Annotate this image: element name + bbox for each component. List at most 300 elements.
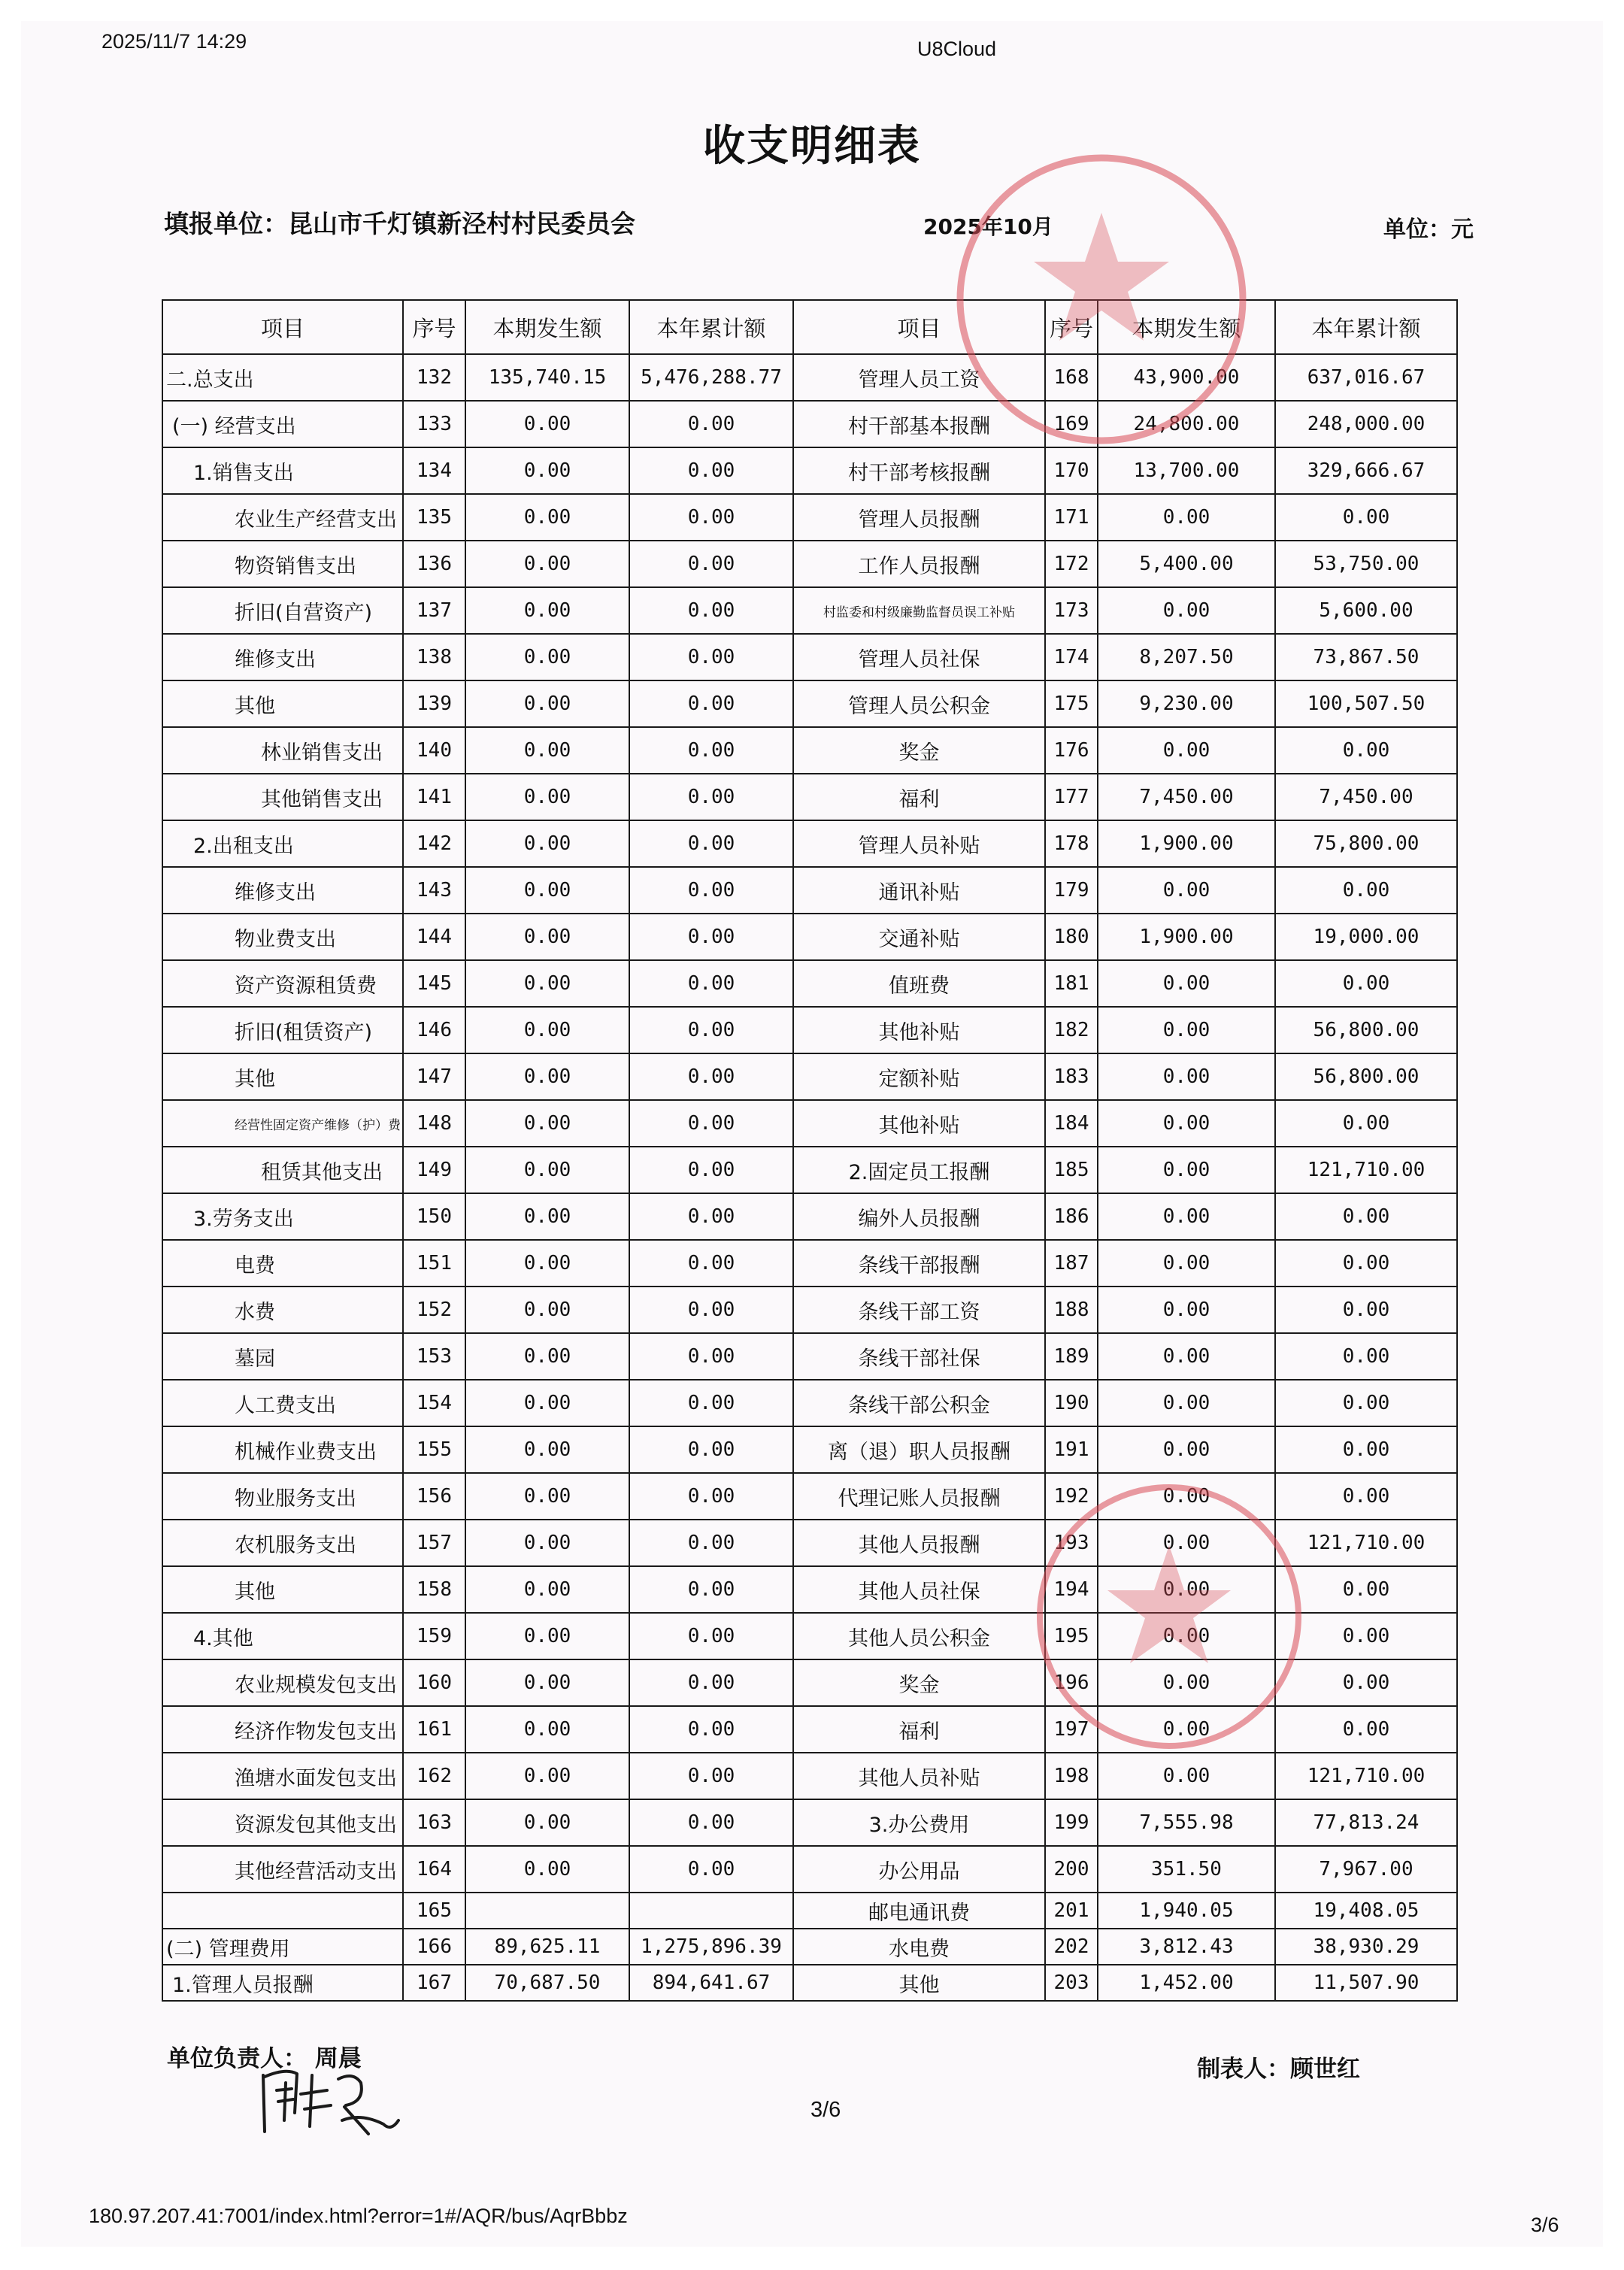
left-ytd-amount: 0.00 [629, 1846, 793, 1893]
left-seq-no: 146 [403, 1007, 465, 1053]
left-current-amount: 0.00 [465, 587, 629, 634]
left-ytd-amount: 0.00 [629, 774, 793, 820]
left-seq-no: 154 [403, 1380, 465, 1426]
right-ytd-amount: 5,600.00 [1275, 587, 1457, 634]
right-item: 交通补贴 [793, 914, 1045, 960]
right-item: 3.办公费用 [793, 1799, 1045, 1846]
left-seq-no: 156 [403, 1473, 465, 1520]
right-seq-no: 183 [1045, 1053, 1098, 1100]
left-current-amount: 0.00 [465, 774, 629, 820]
right-current-amount: 13,700.00 [1098, 447, 1275, 494]
left-ytd-amount: 0.00 [629, 1007, 793, 1053]
left-current-amount: 0.00 [465, 1566, 629, 1613]
col-header-item-right: 项目 [793, 300, 1045, 354]
right-ytd-amount: 38,930.29 [1275, 1929, 1457, 1965]
left-ytd-amount: 1,275,896.39 [629, 1929, 793, 1965]
right-ytd-amount: 100,507.50 [1275, 680, 1457, 727]
left-item: 经济作物发包支出 [162, 1706, 403, 1753]
left-seq-no: 150 [403, 1193, 465, 1240]
right-ytd-amount: 56,800.00 [1275, 1053, 1457, 1100]
right-seq-no: 192 [1045, 1473, 1098, 1520]
table-row [162, 1147, 1457, 1193]
right-current-amount: 7,450.00 [1098, 774, 1275, 820]
left-current-amount: 0.00 [465, 1193, 629, 1240]
right-ytd-amount: 121,710.00 [1275, 1520, 1457, 1566]
right-current-amount: 1,452.00 [1098, 1965, 1275, 2001]
left-ytd-amount: 0.00 [629, 447, 793, 494]
left-seq-no: 157 [403, 1520, 465, 1566]
table-row [162, 401, 1457, 447]
table-row [162, 1520, 1457, 1566]
left-ytd-amount: 0.00 [629, 1753, 793, 1799]
right-seq-no: 181 [1045, 960, 1098, 1007]
right-ytd-amount: 19,408.05 [1275, 1893, 1457, 1929]
right-current-amount: 0.00 [1098, 1007, 1275, 1053]
table-row [162, 1240, 1457, 1287]
left-ytd-amount: 0.00 [629, 867, 793, 914]
print-datetime: 2025/11/7 14:29 [102, 30, 247, 53]
table-row [162, 587, 1457, 634]
table-row [162, 1753, 1457, 1799]
left-seq-no: 134 [403, 447, 465, 494]
table-row [162, 1893, 1457, 1929]
right-seq-no: 190 [1045, 1380, 1098, 1426]
left-seq-no: 132 [403, 354, 465, 401]
right-item: 其他人员公积金 [793, 1613, 1045, 1659]
right-seq-no: 187 [1045, 1240, 1098, 1287]
left-current-amount: 0.00 [465, 541, 629, 587]
table-row [162, 1706, 1457, 1753]
right-seq-no: 191 [1045, 1426, 1098, 1473]
right-ytd-amount: 0.00 [1275, 1613, 1457, 1659]
left-ytd-amount: 0.00 [629, 1193, 793, 1240]
right-current-amount: 1,900.00 [1098, 914, 1275, 960]
left-current-amount: 0.00 [465, 1613, 629, 1659]
col-header-current-right: 本期发生额 [1098, 300, 1275, 354]
right-item: 管理人员补贴 [793, 820, 1045, 867]
right-current-amount: 0.00 [1098, 1520, 1275, 1566]
right-current-amount: 0.00 [1098, 960, 1275, 1007]
left-current-amount: 0.00 [465, 960, 629, 1007]
col-header-no-right: 序号 [1045, 300, 1098, 354]
right-current-amount: 0.00 [1098, 1753, 1275, 1799]
right-seq-no: 178 [1045, 820, 1098, 867]
left-seq-no: 133 [403, 401, 465, 447]
left-item: 1.管理人员报酬 [162, 1965, 403, 2001]
right-item: 福利 [793, 1706, 1045, 1753]
table-row [162, 1100, 1457, 1147]
left-item: 经营性固定资产维修（护）费 [162, 1100, 403, 1147]
reporting-unit: 填报单位：昆山市千灯镇新泾村村民委员会 [164, 209, 635, 238]
right-item: 其他人员补贴 [793, 1753, 1045, 1799]
right-seq-no: 199 [1045, 1799, 1098, 1846]
right-seq-no: 193 [1045, 1520, 1098, 1566]
right-current-amount: 0.00 [1098, 1100, 1275, 1147]
left-item: 林业销售支出 [162, 727, 403, 774]
left-seq-no: 149 [403, 1147, 465, 1193]
right-item: 代理记账人员报酬 [793, 1473, 1045, 1520]
right-current-amount: 24,800.00 [1098, 401, 1275, 447]
right-ytd-amount: 0.00 [1275, 1287, 1457, 1333]
left-item: 物业服务支出 [162, 1473, 403, 1520]
right-item: 条线干部社保 [793, 1333, 1045, 1380]
left-ytd-amount: 0.00 [629, 727, 793, 774]
right-current-amount: 43,900.00 [1098, 354, 1275, 401]
right-current-amount: 0.00 [1098, 867, 1275, 914]
right-seq-no: 185 [1045, 1147, 1098, 1193]
table-row [162, 1613, 1457, 1659]
left-seq-no: 164 [403, 1846, 465, 1893]
left-item: 3.劳务支出 [162, 1193, 403, 1240]
left-current-amount [465, 1893, 629, 1929]
left-ytd-amount: 0.00 [629, 634, 793, 680]
col-header-ytd-right: 本年累计额 [1275, 300, 1457, 354]
left-ytd-amount: 0.00 [629, 1100, 793, 1147]
right-ytd-amount: 0.00 [1275, 960, 1457, 1007]
left-ytd-amount: 5,476,288.77 [629, 354, 793, 401]
right-ytd-amount: 248,000.00 [1275, 401, 1457, 447]
left-seq-no: 138 [403, 634, 465, 680]
left-current-amount: 0.00 [465, 1147, 629, 1193]
table-row [162, 494, 1457, 541]
right-current-amount: 0.00 [1098, 1287, 1275, 1333]
right-ytd-amount: 329,666.67 [1275, 447, 1457, 494]
left-item: 资产资源租赁费 [162, 960, 403, 1007]
right-current-amount: 0.00 [1098, 1426, 1275, 1473]
left-item: 其他 [162, 680, 403, 727]
left-current-amount: 0.00 [465, 1799, 629, 1846]
left-current-amount: 0.00 [465, 727, 629, 774]
left-seq-no: 158 [403, 1566, 465, 1613]
left-seq-no: 136 [403, 541, 465, 587]
left-current-amount: 0.00 [465, 1659, 629, 1706]
left-item: 其他经营活动支出 [162, 1846, 403, 1893]
right-ytd-amount: 0.00 [1275, 1380, 1457, 1426]
left-ytd-amount: 0.00 [629, 1380, 793, 1426]
left-item: (一) 经营支出 [162, 401, 403, 447]
right-ytd-amount: 11,507.90 [1275, 1965, 1457, 2001]
left-seq-no: 151 [403, 1240, 465, 1287]
left-item: 渔塘水面发包支出 [162, 1753, 403, 1799]
left-item: 墓园 [162, 1333, 403, 1380]
left-item: 4.其他 [162, 1613, 403, 1659]
left-item: 农机服务支出 [162, 1520, 403, 1566]
left-seq-no: 137 [403, 587, 465, 634]
table-row [162, 1287, 1457, 1333]
table-row [162, 1193, 1457, 1240]
left-ytd-amount: 0.00 [629, 1287, 793, 1333]
table-row [162, 1659, 1457, 1706]
right-ytd-amount: 0.00 [1275, 1426, 1457, 1473]
right-current-amount: 8,207.50 [1098, 634, 1275, 680]
right-current-amount: 0.00 [1098, 1659, 1275, 1706]
table-row [162, 1473, 1457, 1520]
right-item: 管理人员报酬 [793, 494, 1045, 541]
right-seq-no: 171 [1045, 494, 1098, 541]
left-ytd-amount: 0.00 [629, 1659, 793, 1706]
table-row [162, 1426, 1457, 1473]
left-ytd-amount: 0.00 [629, 1799, 793, 1846]
right-seq-no: 182 [1045, 1007, 1098, 1053]
right-item: 奖金 [793, 727, 1045, 774]
table-row [162, 867, 1457, 914]
table-row [162, 680, 1457, 727]
left-seq-no: 159 [403, 1613, 465, 1659]
right-ytd-amount: 53,750.00 [1275, 541, 1457, 587]
left-item: 农业规模发包支出 [162, 1659, 403, 1706]
left-current-amount: 0.00 [465, 1100, 629, 1147]
left-current-amount: 0.00 [465, 1473, 629, 1520]
table-row [162, 1846, 1457, 1893]
right-item: 2.固定员工报酬 [793, 1147, 1045, 1193]
table-row [162, 1965, 1457, 2001]
left-current-amount: 0.00 [465, 1426, 629, 1473]
right-seq-no: 169 [1045, 401, 1098, 447]
print-app-name: U8Cloud [917, 38, 997, 60]
preparer: 制表人：顾世红 [1197, 2056, 1360, 2083]
right-seq-no: 180 [1045, 914, 1098, 960]
left-item: 折旧(自营资产) [162, 587, 403, 634]
left-seq-no: 155 [403, 1426, 465, 1473]
left-seq-no: 153 [403, 1333, 465, 1380]
left-seq-no: 147 [403, 1053, 465, 1100]
left-current-amount: 0.00 [465, 1053, 629, 1100]
right-current-amount: 1,900.00 [1098, 820, 1275, 867]
right-ytd-amount: 0.00 [1275, 1193, 1457, 1240]
right-current-amount: 351.50 [1098, 1846, 1275, 1893]
right-current-amount: 0.00 [1098, 1380, 1275, 1426]
right-seq-no: 174 [1045, 634, 1098, 680]
left-item: 租赁其他支出 [162, 1147, 403, 1193]
right-ytd-amount: 0.00 [1275, 1240, 1457, 1287]
right-item: 村监委和村级廉勤监督员误工补贴 [793, 587, 1045, 634]
left-current-amount: 89,625.11 [465, 1929, 629, 1965]
right-item: 福利 [793, 774, 1045, 820]
table-row [162, 1007, 1457, 1053]
right-seq-no: 194 [1045, 1566, 1098, 1613]
left-current-amount: 0.00 [465, 1333, 629, 1380]
right-current-amount: 3,812.43 [1098, 1929, 1275, 1965]
right-item: 条线干部报酬 [793, 1240, 1045, 1287]
left-item: 其他 [162, 1053, 403, 1100]
right-seq-no: 176 [1045, 727, 1098, 774]
right-seq-no: 197 [1045, 1706, 1098, 1753]
left-seq-no: 163 [403, 1799, 465, 1846]
right-item: 值班费 [793, 960, 1045, 1007]
right-seq-no: 195 [1045, 1613, 1098, 1659]
right-current-amount: 0.00 [1098, 587, 1275, 634]
right-item: 通讯补贴 [793, 867, 1045, 914]
left-seq-no: 145 [403, 960, 465, 1007]
left-item: 电费 [162, 1240, 403, 1287]
left-ytd-amount: 0.00 [629, 1426, 793, 1473]
table-row [162, 447, 1457, 494]
right-current-amount: 9,230.00 [1098, 680, 1275, 727]
right-current-amount: 0.00 [1098, 727, 1275, 774]
right-ytd-amount: 0.00 [1275, 494, 1457, 541]
right-ytd-amount: 0.00 [1275, 1100, 1457, 1147]
right-seq-no: 202 [1045, 1929, 1098, 1965]
right-ytd-amount: 0.00 [1275, 1473, 1457, 1520]
left-ytd-amount: 0.00 [629, 960, 793, 1007]
right-item: 其他补贴 [793, 1100, 1045, 1147]
left-current-amount: 0.00 [465, 1240, 629, 1287]
right-item: 管理人员社保 [793, 634, 1045, 680]
left-seq-no: 162 [403, 1753, 465, 1799]
table-row [162, 1929, 1457, 1965]
left-item [162, 1893, 403, 1929]
document-title: 收支明细表 [703, 122, 921, 171]
left-seq-no: 161 [403, 1706, 465, 1753]
right-item: 其他人员社保 [793, 1566, 1045, 1613]
right-item: 管理人员工资 [793, 354, 1045, 401]
left-seq-no: 165 [403, 1893, 465, 1929]
left-ytd-amount: 0.00 [629, 1147, 793, 1193]
right-seq-no: 188 [1045, 1287, 1098, 1333]
left-item: 人工费支出 [162, 1380, 403, 1426]
right-seq-no: 184 [1045, 1100, 1098, 1147]
left-item: 物业费支出 [162, 914, 403, 960]
left-seq-no: 148 [403, 1100, 465, 1147]
table-row [162, 354, 1457, 401]
right-ytd-amount: 0.00 [1275, 1706, 1457, 1753]
right-current-amount: 0.00 [1098, 1613, 1275, 1659]
right-current-amount: 0.00 [1098, 494, 1275, 541]
right-seq-no: 177 [1045, 774, 1098, 820]
right-seq-no: 172 [1045, 541, 1098, 587]
left-current-amount: 0.00 [465, 1846, 629, 1893]
right-current-amount: 0.00 [1098, 1193, 1275, 1240]
right-ytd-amount: 77,813.24 [1275, 1799, 1457, 1846]
col-header-current-left: 本期发生额 [465, 300, 629, 354]
right-current-amount: 7,555.98 [1098, 1799, 1275, 1846]
left-item: 折旧(租赁资产) [162, 1007, 403, 1053]
currency-unit: 单位：元 [1383, 217, 1474, 243]
page-number-corner: 3/6 [1531, 2214, 1559, 2236]
right-seq-no: 200 [1045, 1846, 1098, 1893]
left-current-amount: 0.00 [465, 494, 629, 541]
right-seq-no: 189 [1045, 1333, 1098, 1380]
left-ytd-amount: 0.00 [629, 587, 793, 634]
left-seq-no: 143 [403, 867, 465, 914]
right-item: 邮电通讯费 [793, 1893, 1045, 1929]
right-current-amount: 0.00 [1098, 1147, 1275, 1193]
left-ytd-amount: 0.00 [629, 680, 793, 727]
left-ytd-amount: 894,641.67 [629, 1965, 793, 2001]
left-current-amount: 135,740.15 [465, 354, 629, 401]
right-seq-no: 186 [1045, 1193, 1098, 1240]
left-item: 2.出租支出 [162, 820, 403, 867]
left-seq-no: 152 [403, 1287, 465, 1333]
left-seq-no: 141 [403, 774, 465, 820]
left-ytd-amount: 0.00 [629, 494, 793, 541]
left-current-amount: 0.00 [465, 1007, 629, 1053]
right-current-amount: 0.00 [1098, 1240, 1275, 1287]
right-ytd-amount: 75,800.00 [1275, 820, 1457, 867]
left-current-amount: 0.00 [465, 867, 629, 914]
right-ytd-amount: 637,016.67 [1275, 354, 1457, 401]
right-ytd-amount: 7,450.00 [1275, 774, 1457, 820]
right-item: 村干部考核报酬 [793, 447, 1045, 494]
left-current-amount: 0.00 [465, 680, 629, 727]
right-current-amount: 1,940.05 [1098, 1893, 1275, 1929]
table-row [162, 1053, 1457, 1100]
left-ytd-amount: 0.00 [629, 1613, 793, 1659]
table-row [162, 960, 1457, 1007]
right-item: 其他 [793, 1965, 1045, 2001]
left-current-amount: 0.00 [465, 1520, 629, 1566]
right-seq-no: 198 [1045, 1753, 1098, 1799]
right-ytd-amount: 56,800.00 [1275, 1007, 1457, 1053]
right-item: 条线干部工资 [793, 1287, 1045, 1333]
col-header-no-left: 序号 [403, 300, 465, 354]
left-seq-no: 144 [403, 914, 465, 960]
left-current-amount: 0.00 [465, 914, 629, 960]
right-item: 水电费 [793, 1929, 1045, 1965]
unit-head: 单位负责人： 周晨 [167, 2045, 362, 2072]
left-seq-no: 139 [403, 680, 465, 727]
right-ytd-amount: 73,867.50 [1275, 634, 1457, 680]
right-ytd-amount: 0.00 [1275, 1659, 1457, 1706]
right-ytd-amount: 19,000.00 [1275, 914, 1457, 960]
table-row [162, 1380, 1457, 1426]
right-ytd-amount: 0.00 [1275, 867, 1457, 914]
right-ytd-amount: 0.00 [1275, 1333, 1457, 1380]
table-row [162, 1566, 1457, 1613]
left-item: 其他销售支出 [162, 774, 403, 820]
left-ytd-amount: 0.00 [629, 401, 793, 447]
right-item: 条线干部公积金 [793, 1380, 1045, 1426]
report-period: 2025年10月 [923, 214, 1053, 239]
right-item: 办公用品 [793, 1846, 1045, 1893]
right-seq-no: 203 [1045, 1965, 1098, 2001]
left-item: 其他 [162, 1566, 403, 1613]
right-seq-no: 173 [1045, 587, 1098, 634]
print-url: 180.97.207.41:7001/index.html?error=1#/AQR/bus/AqrBbbz [89, 2205, 628, 2227]
left-item: (二) 管理费用 [162, 1929, 403, 1965]
right-ytd-amount: 7,967.00 [1275, 1846, 1457, 1893]
right-seq-no: 179 [1045, 867, 1098, 914]
right-item: 其他补贴 [793, 1007, 1045, 1053]
table-row [162, 820, 1457, 867]
right-seq-no: 196 [1045, 1659, 1098, 1706]
left-ytd-amount: 0.00 [629, 914, 793, 960]
left-ytd-amount: 0.00 [629, 820, 793, 867]
right-current-amount: 0.00 [1098, 1053, 1275, 1100]
left-current-amount: 0.00 [465, 447, 629, 494]
left-ytd-amount: 0.00 [629, 1333, 793, 1380]
left-item: 二.总支出 [162, 354, 403, 401]
table-row [162, 774, 1457, 820]
col-header-item-left: 项目 [162, 300, 403, 354]
left-item: 农业生产经营支出 [162, 494, 403, 541]
left-current-amount: 0.00 [465, 1753, 629, 1799]
right-current-amount: 0.00 [1098, 1473, 1275, 1520]
left-item: 资源发包其他支出 [162, 1799, 403, 1846]
left-ytd-amount: 0.00 [629, 1053, 793, 1100]
right-item: 编外人员报酬 [793, 1193, 1045, 1240]
right-ytd-amount: 121,710.00 [1275, 1753, 1457, 1799]
left-ytd-amount [629, 1893, 793, 1929]
left-item: 物资销售支出 [162, 541, 403, 587]
left-item: 1.销售支出 [162, 447, 403, 494]
right-item: 其他人员报酬 [793, 1520, 1045, 1566]
left-seq-no: 142 [403, 820, 465, 867]
left-seq-no: 135 [403, 494, 465, 541]
right-current-amount: 0.00 [1098, 1566, 1275, 1613]
left-ytd-amount: 0.00 [629, 1473, 793, 1520]
page-number-center: 3/6 [810, 2098, 841, 2122]
